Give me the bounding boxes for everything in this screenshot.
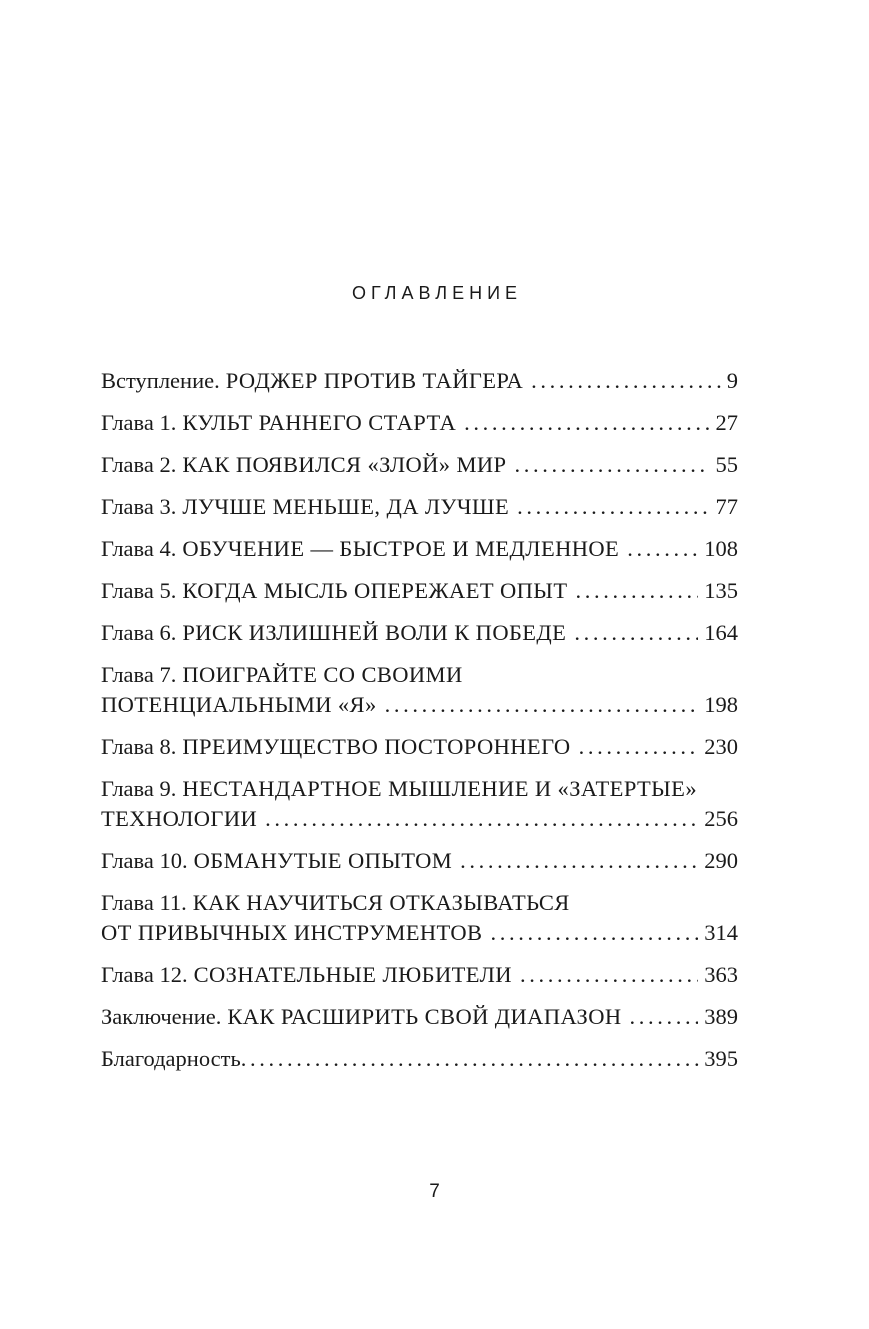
entry-page: 198 [704, 692, 738, 717]
entry-page: 230 [704, 734, 738, 759]
toc-entry[interactable] [101, 660, 738, 720]
toc-entry[interactable] [101, 576, 738, 606]
entry-title: ЛУЧШЕ МЕНЬШЕ, ДА ЛУЧШЕ [182, 494, 510, 519]
toc-entry[interactable] [101, 732, 738, 762]
dot-leader [385, 690, 699, 720]
toc-entry[interactable] [101, 774, 738, 834]
toc-entry[interactable] [101, 1044, 738, 1074]
entry-prefix: Глава 5. [101, 578, 177, 603]
entry-prefix: Глава 4. [101, 536, 177, 561]
entry-title: ПОИГРАЙТЕ СО СВОИМИ [182, 662, 463, 687]
entry-title: КАК ПОЯВИЛСЯ «ЗЛОЙ» МИР [182, 452, 507, 477]
toc-entry[interactable] [101, 534, 738, 564]
entry-title: РОДЖЕР ПРОТИВ ТАЙГЕРА [225, 368, 524, 393]
dot-leader [630, 1002, 699, 1032]
entry-title: СОЗНАТЕЛЬНЫЕ ЛЮБИТЕЛИ [193, 962, 512, 987]
toc-heading: ОГЛАВЛЕНИЕ [351, 283, 523, 303]
entry-page: 314 [704, 920, 738, 945]
entry-page: 395 [704, 1046, 738, 1071]
entry-prefix: Глава 7. [101, 662, 177, 687]
entry-prefix: Глава 2. [101, 452, 177, 477]
dot-leader [460, 846, 698, 876]
entry-title: ПРЕИМУЩЕСТВО ПОСТОРОННЕГО [182, 734, 571, 759]
entry-page: 9 [726, 368, 738, 393]
dot-leader [514, 450, 709, 480]
entry-prefix: Глава 12. [101, 962, 188, 987]
entry-page: 389 [704, 1004, 738, 1029]
entry-title: КАК РАСШИРИТЬ СВОЙ ДИАПАЗОН [227, 1004, 622, 1029]
dot-leader [531, 366, 721, 396]
toc-entry[interactable] [101, 366, 738, 396]
toc-entry[interactable] [101, 888, 738, 948]
entry-prefix: Глава 1. [101, 410, 177, 435]
entry-page: 135 [704, 578, 738, 603]
dot-leader [520, 960, 698, 990]
toc-entry[interactable] [101, 492, 738, 522]
entry-page: 27 [715, 410, 738, 435]
entry-title: КУЛЬТ РАННЕГО СТАРТА [182, 410, 457, 435]
entry-prefix: Глава 11. [101, 890, 187, 915]
toc-entry[interactable] [101, 618, 738, 648]
entry-prefix: Глава 9. [101, 776, 177, 801]
entry-prefix: Глава 6. [101, 620, 177, 645]
entry-title: НЕСТАНДАРТНОЕ МЫШЛЕНИЕ И «ЗАТЕРТЫЕ» [182, 776, 697, 801]
entry-title: РИСК ИЗЛИШНЕЙ ВОЛИ К ПОБЕДЕ [182, 620, 567, 645]
entry-title: КОГДА МЫСЛЬ ОПЕРЕЖАЕТ ОПЫТ [182, 578, 568, 603]
entry-title-continued: ТЕХНОЛОГИИ [101, 806, 258, 831]
toc-entry[interactable] [101, 450, 738, 480]
dot-leader [579, 732, 699, 762]
entry-page: 108 [704, 536, 738, 561]
dot-leader [574, 618, 698, 648]
entry-page: 77 [715, 494, 738, 519]
dot-leader [265, 804, 698, 834]
entry-title-continued: ОТ ПРИВЫЧНЫХ ИНСТРУМЕНТОВ [101, 920, 483, 945]
dot-leader [575, 576, 698, 606]
toc-entry[interactable] [101, 408, 738, 438]
entry-prefix: Благодарность [101, 1046, 241, 1071]
toc-entry[interactable] [101, 1002, 738, 1032]
entry-title: ОБУЧЕНИЕ — БЫСТРОЕ И МЕДЛЕННОЕ [182, 536, 620, 561]
entry-prefix: Вступление. [101, 368, 220, 393]
entry-page: 363 [704, 962, 738, 987]
table-of-contents [101, 366, 738, 1086]
entry-prefix: Глава 3. [101, 494, 177, 519]
dot-leader [627, 534, 698, 564]
toc-entry[interactable] [101, 960, 738, 990]
entry-title: ОБМАНУТЫЕ ОПЫТОМ [193, 848, 453, 873]
entry-page: 55 [715, 452, 738, 477]
entry-prefix: Глава 10. [101, 848, 188, 873]
entry-page: 164 [704, 620, 738, 645]
dot-leader [517, 492, 709, 522]
entry-title-continued: ПОТЕНЦИАЛЬНЫМИ «Я» [101, 692, 377, 717]
page-number: 7 [429, 1181, 440, 1202]
entry-page: 290 [704, 848, 738, 873]
toc-entry[interactable] [101, 846, 738, 876]
entry-page: 256 [704, 806, 738, 831]
dot-leader [464, 408, 709, 438]
dot-leader [241, 1044, 705, 1074]
dot-leader [490, 918, 698, 948]
entry-title: КАК НАУЧИТЬСЯ ОТКАЗЫВАТЬСЯ [192, 890, 570, 915]
entry-prefix: Глава 8. [101, 734, 177, 759]
entry-prefix: Заключение. [101, 1004, 222, 1029]
